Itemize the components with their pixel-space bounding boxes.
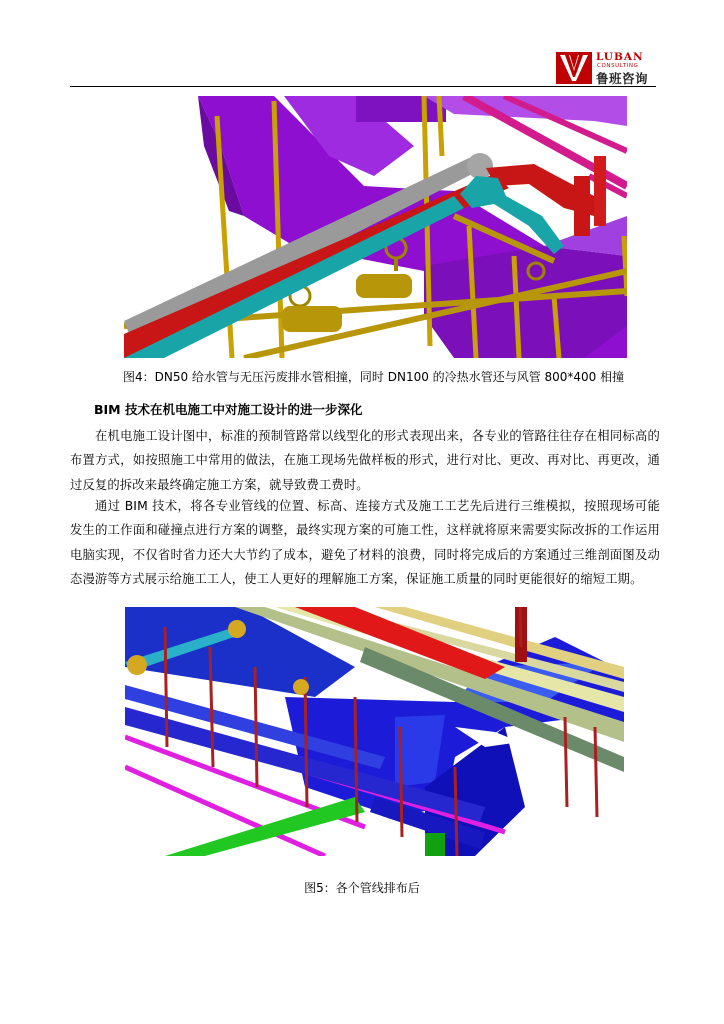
paragraph-1: 在机电施工设计图中，标准的预制管路常以线型化的形式表现出来，各专业的管路往往存在相同标高的布置方式，如按照施工中常用的做法，在施工现场先做样板的形式，进行对比、更改、再对比、再更改，通过反复的拆改来最终确定施工方案，就导致费工费时。 xyxy=(70,429,660,492)
figure-4-pipe-model-illustration xyxy=(124,96,627,358)
paragraph-2: 通过 BIM 技术，将各专业管线的位置、标高、连接方式及施工工艺先后进行三维模拟，按照现场可能发生的工作面和碰撞点进行方案的调整，最终实现方案的可施工性，这样就将原来需要实际改拆的工作运用电脑实现，不仅省时省力还大大节约了成本，避免了材料的浪费，同时将完成后的方案通过三维剖面图及动态漫游等方式展示给施工工人，使工人更好的理解施工方案，保证施工质量的同时更能很好的缩短工期。 xyxy=(70,499,660,586)
figure-5-pipe-layout-render xyxy=(125,607,624,856)
figure-4-clash-render xyxy=(124,96,627,358)
luban-logo xyxy=(556,50,660,86)
luban-v-logo-icon xyxy=(556,52,592,84)
figure-5-caption: 图5：各个管线排布后 xyxy=(304,881,420,895)
figure-4-caption: 图4：DN50 给水管与无压污废排水管相撞，同时 DN100 的冷热水管还与风管 800*400 相撞 xyxy=(123,370,625,384)
figure-5-pipe-model-illustration xyxy=(125,607,624,856)
section-heading: BIM 技术在机电施工中对施工设计的进一步深化 xyxy=(94,402,363,417)
logo-chinese-name: 鲁班咨询 xyxy=(596,71,649,86)
logo-subtitle: CONSULTING xyxy=(597,63,639,69)
logo-english-name: LUBAN xyxy=(596,51,644,63)
header-divider xyxy=(70,86,656,87)
